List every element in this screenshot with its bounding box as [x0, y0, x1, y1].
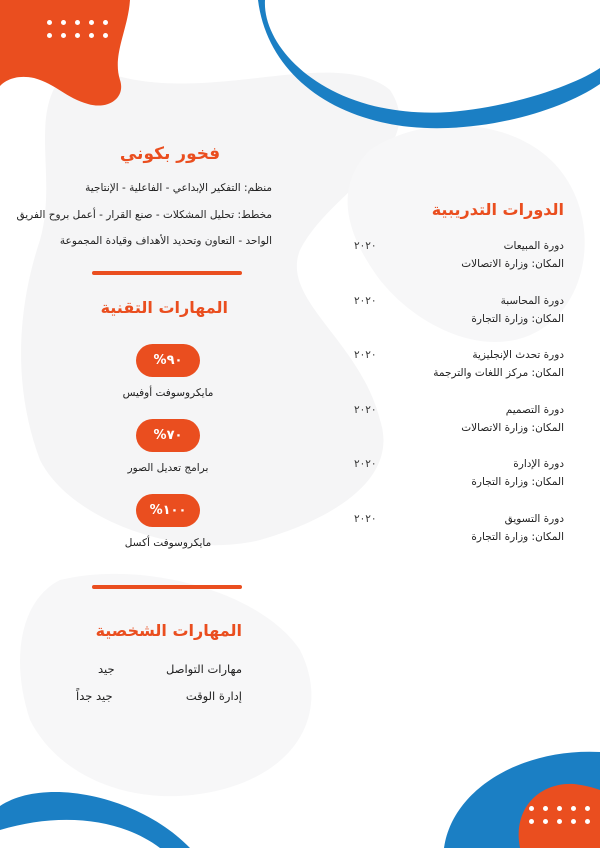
summary-line: منظم: التفكير الإبداعي - الفاعلية - الإنتاجية [85, 182, 272, 194]
divider [92, 585, 242, 589]
course-year: ٢٠٢٠ [354, 295, 377, 307]
personal-skill-row [98, 662, 242, 682]
orange-blob-top-left [0, 0, 130, 106]
dots-bottom-right [528, 806, 590, 824]
course-year: ٢٠٢٠ [354, 513, 377, 525]
course-item [354, 295, 564, 335]
course-name: دورة المحاسبة [500, 295, 564, 307]
course-place: المكان: مركز اللغات والترجمة [433, 367, 564, 379]
course-year: ٢٠٢٠ [354, 404, 377, 416]
course-year: ٢٠٢٠ [354, 240, 377, 252]
skill-label: مايكروسوفت أوفيس [122, 387, 214, 399]
divider [92, 271, 242, 275]
course-place: المكان: وزارة الاتصالات [461, 422, 564, 434]
personal-skills-title: المهارات الشخصية [95, 621, 242, 640]
course-item [354, 458, 564, 498]
personal-skill-name: إدارة الوقت [185, 689, 242, 703]
course-name: دورة التسويق [504, 513, 564, 525]
personal-skill-name: مهارات التواصل [166, 662, 242, 676]
personal-skill-level: جيد جداً [76, 689, 113, 703]
summary-line: مخطط: تحليل المشكلات - صنع القرار - أعمل بروح الفريق [16, 209, 272, 221]
skill-label: برامج تعديل الصور [127, 462, 209, 474]
course-place: المكان: وزارة التجارة [471, 531, 564, 543]
course-year: ٢٠٢٠ [354, 458, 377, 470]
skill-percent-badge: ١٠٠% [136, 494, 200, 527]
summary-line: الواحد - التعاون وتحديد الأهداف وقيادة المجموعة [59, 235, 272, 247]
blue-swoosh-bottom-left [0, 792, 190, 848]
course-name: دورة تحدث الإنجليزية [472, 349, 564, 361]
technical-skills-title: المهارات التقنية [100, 298, 228, 317]
skill-percent-badge: ٩٠% [136, 344, 200, 377]
course-place: المكان: وزارة التجارة [471, 476, 564, 488]
courses-title: الدورات التدريبية [431, 200, 564, 219]
dots-top-left [46, 20, 108, 38]
skill-percent-badge: ٧٠% [136, 419, 200, 452]
grey-blob-bottom [20, 574, 311, 796]
course-year: ٢٠٢٠ [354, 349, 377, 361]
course-name: دورة التصميم [505, 404, 564, 416]
course-item [354, 404, 564, 444]
course-place: المكان: وزارة التجارة [471, 313, 564, 325]
course-place: المكان: وزارة الاتصالات [461, 258, 564, 270]
personal-skill-row [76, 689, 242, 709]
skill-label: مايكروسوفت أكسل [124, 537, 212, 549]
course-name: دورة الإدارة [513, 458, 564, 470]
personal-skill-level: جيد [98, 662, 115, 676]
course-item [354, 240, 564, 280]
profile-name: فخور بكوني [119, 144, 221, 164]
course-item [354, 349, 564, 389]
course-item [354, 513, 564, 553]
course-name: دورة المبيعات [503, 240, 564, 252]
